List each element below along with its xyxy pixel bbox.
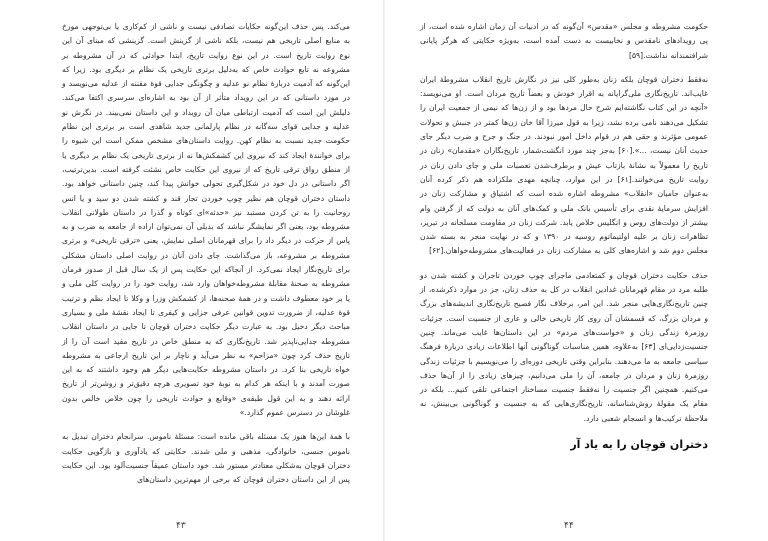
section-heading: دختران قوچان را به یاد آر xyxy=(570,438,708,452)
right-page xyxy=(384,0,768,541)
right-paragraph-3: حذف حکایت دختران قوچان و کمتعادمی ماجرای چوپ خوردن تاجران و کشته شدن دو طلبه مرد در مقام قهرمانان غدادین انقلاب در کل به حذف زنان، جز در موارد ذکرشده، از چنین تاریخ‌نگاری‌هایی منجر شد. این امر، برخلاف نگار فصیح تاریخ‌نگاری اندیشه‌های بزرگ و مردان بزرگ، که قسمشان آن روی کار تاریخی خالی و عاری از جنسیت است. جزئیات روزمرهٔ زندگی زنان و «خواست‌های مردم» در این داستان‌ها غایب می‌ماند. چنین جنسیت‌زدایی‌ای [۶۳] به‌علاوه، همین مناسبات گوناگونی آنها اطلاعات زیادی دربارهٔ فرهنگ سیاسی جامعه به ما می‌دهند. بنابراین وقتی تاریخی دوره‌ای را می‌نویسیم با جزئیات زندگی روزمرهٔ زنان و مردان در جامعه، آن را ملی می‌دانیم، چیزهای زیادی را از آن‌ها حذف می‌کنیم. همچنین اگر جنسیت را نه‌فقط جنسیت مساختار اجتماعی تلقی کنیم... بلکه در مقام یک مقولهٔ روش‌شناسانه، تاریخ‌نگاری‌هایی که به جنسیت و گوناگونی بی‌بینش، نه ملاحظهٔ ترکیب‌ها و انسجام شعبی دارد. xyxy=(420,270,708,423)
right-paragraph-2: نه‌فقط دختران قوچان بلکه زنان به‌طور کلی نیز در نگارش تاریخ انقلاب مشروطهٔ ایران غایب‌اند. تاریخ‌نگاری ملی‌گرایانه به اقرار خودش و بعضاً تاریخ مردان است. او می‌نویسد: «آنچه در این کتاب نگاشته‌ایم شرح حال مردها بود و از زن‌ها که نیمی از جمعیت ایران را تشکیل می‌دهند نامی برده نشد، زیرا به قول میرزا آقا خان زن‌ها کمتر در جنبش و تحولات عمومی مؤثرند و حقی هم در قوام داخل امور نبودند. در جنگ و جرح و ضرب دیگر جای حدیث آنان نیست، ...».[۶۰] به‌جز چند مورد انگشت‌شمار، تاریخ‌نگاران «مقدمان» زنان در تاریخ را معمولاً به نشانهٔ بازتاب عیش و برطرف‌شدن تعصبات ملی و جای دادن زنان در روایت تاریخ می‌خوانند.[۶۱] در این موارد، چنانچه مهدی ملکزاده هم ذکر کرده آنان به‌عنوان حامیان «انقلاب» مشروطه اشاره شده است که اشتیاق و مشارکت زنان در افزایش سرمایهٔ نقدی برای تأسیس بانک ملی و کمک‌های آنان به دولت که از گرفتن وام بیشتر از دولت‌های روس و انگلیس خلاص یابد. شرکت زنان در مقاومت مسلحانه در تبریز، تظاهرات زنان بر علیه اولتیماتوم روسیه در ۱۳۹۰ و که در نهایت منجر به بسته شدن مجلس دوم شد و اشاره‌های کلی به مشارکت زنان در فعالیت‌های مشروطه‌خواهان.[۶۲] xyxy=(420,74,708,256)
right-page-number: ۴۴ xyxy=(564,521,574,531)
left-paragraph-2: با همهٔ این‌ها هنوز یک مسئله باقی مانده است: مسئلهٔ ناموس. سرانجام دختران تبدیل به ناموس جنسی، خانوادگی، مذهبی و ملی شدند. حکایتی که یادآوری و بازگویی حکایت دختران قوچان به‌شکلی معتادتر مستور شد. خود داستان عمیقاً جنسیت‌آلود بود. این حکایت پس از این داستان دختران قوچان که برخی از مهم‌ترین داستان‌های xyxy=(62,432,350,485)
left-paragraph-1: می‌کند. پس حذف این‌گونه حکایات تصادفی نیست و ناشی از کم‌کاری یا بی‌توجهی مورخ به منابع اصلی تاریخی هم نیست، بلکه ناشی از گزینش است. گزینشی که مبنای آن این نوع روایت تاریخ است. در این نوع روایت تاریخ، ابتدا حوادثی که در آن مشروطه بر مشروعه نه تابع حوادث خاص که به‌دلیل برتری تاریخی یک نظام بر دیگری بود. زیرا که این‌گونه که آدمیت دربارهٔ نظام نو عدلیه و چگونگی جدایی قوهٔ مقننه از عدلیه می‌نویسد و در مورد داستانی که در این رویداد متأثر از آن بود به اشاره‌ای سرسری اکتفا می‌کند. دلیلش این است که آدمیت ارتباطی میان آن رویداد و این داستان نمی‌بیند. در نگرش نو عدلیه و جدایی قوای سه‌گانه در نظام پارلمانی جدید شاهدی است بر برتری این نظام حکومت جدید نسبت به نظام کهن. روایت داستان‌های مشخص ممکن است این شیوه را برای خوانندهٔ ایجاد کند که نیروی این کشمکش‌ها نه از برتری تاریخی یک نظام بر دیگری یا از منطق رواق ترقی تاریخ که از نیروی این حکایت خاص نشئت گرفته است. بدین‌ترتیب، اگر داستانی در دل خود در شکل‌گیری تحولی خوانش پیدا کند، چنین داستانی خواهد بود. داستان دختران قوچان هم نظیر چوپ خوردن تجار قند و کشته شدن دو سید و یا انس روحانیت را به تن کردن مستبد نیز «حدثه»‌ای کوتاه و گذرا در داستان طولانی انقلاب مشروطه بود، یعنی اگر نمایشگر نباشد که بدیلی آن نمی‌توان اراده از جامعه به ضرب و به پاس از حرکت در دیگر داد را برای قهرمانان اصلی نمایش، یعنی «ترقی تاریخی» و برتری مشروطه بر مشروعه، باز می‌گذاشت. جای دادن آنان در روایت اصلی داستان مشکلی برای تاریخ‌نگار ایجاد نمی‌کرد. از آنجاکه این حکایت پس از یک سال قبل از صدور فرمان مشروطه به صحنهٔ مقابلهٔ مشروطه‌خواهان وارد شد، روایت خود را در روایت کلی ملی و یا بر خود معطوف داشت و در همهٔ صحنه‌ها، از کشمکش وزرا و وکلا تا ایجاد نظم و ترتیب قوهٔ عدلیه، از ضرورت تدوین قوانین عرفی جزایی و کیفری تا ایجاد نقشهٔ ملی و بسیاری مباحث دیگر دخیل بود. به عبارت دیگر حکایت دختران قوچان تا جایی در داستان انقلاب مشروطه جدایی‌ناپذیر شد. تاریخ‌نگاری که به منطق خاص در تاریخ مقید است آن را از تاریخ حذف کرد چون «مزاحم» به نظر می‌آید و ناچار بر این تاریخ ارجاعی به مشروطه خواه تاریخی بنا کرد. در داستان مشروطه حکایت‌هایی دیگر هم وجود داشتند که به این صورت آمدند و با اینکه هر کدام به نوبهٔ خود تصویری هرچه دقیق‌تر و روشن‌تر از تاریخ ارائه دهند و به این قول طبقه‌ی «وقایع و حوادث تاریخی را چون خلاص خالص بدون غلوشان در دسترس عموم گذارد.» xyxy=(62,22,350,418)
right-paragraph-1: حکومت مشروطه و مجلس «مقدس» آن‌گونه که در ادبیات آن زمان اشاره شده است، از پی رویدادهای نامقدس و نخابیست به دست آمده است، به‌ویژه حکایتی که هرگز پایانی شرافتمندانه نداشت.[۵۹] xyxy=(420,22,708,60)
left-page-number: ۴۳ xyxy=(176,521,186,531)
